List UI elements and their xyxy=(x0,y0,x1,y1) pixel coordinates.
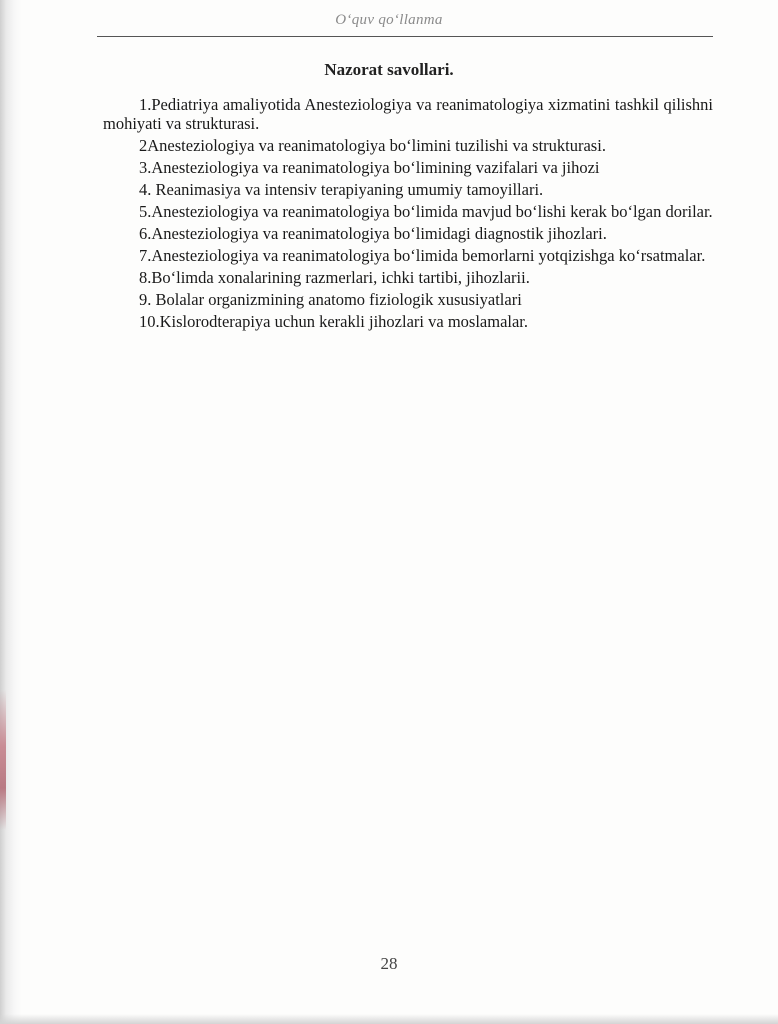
scan-edge-shadow xyxy=(0,0,22,1024)
question-list xyxy=(103,95,713,334)
scan-bottom-shadow xyxy=(0,1014,778,1024)
question-item: 7.Anesteziologiya va reanimatologiya bo‘limida bemorlarni yotqizishga ko‘rsatmalar. xyxy=(139,246,706,265)
question-item: 9. Bolalar organizmining anatomo fiziologik xususiyatlari xyxy=(139,290,522,309)
question-item: 8.Bo‘limda xonalarining razmerlari, ichki tartibi, jihozlarii. xyxy=(139,268,530,287)
question-item: 1.Pediatriya amaliyotida Anesteziologiya va reanimatologiya xizmatini tashkil qilishni mohiyati va strukturasi. xyxy=(103,95,713,133)
running-header: O‘quv qo‘llanma xyxy=(335,12,443,28)
question-item: 3.Anesteziologiya va reanimatologiya bo‘limining vazifalari va jihozi xyxy=(139,158,600,177)
question-item: 6.Anesteziologiya va reanimatologiya bo‘limidagi diagnostik jihozlari. xyxy=(139,224,607,243)
header-rule xyxy=(97,36,713,37)
section-title: Nazorat savollari. xyxy=(324,60,454,79)
question-item: 4. Reanimasiya va intensiv terapiyaning umumiy tamoyillari. xyxy=(139,180,544,199)
page-number: 28 xyxy=(380,954,398,973)
question-item: 10.Kislorodterapiya uchun kerakli jihozlari va moslamalar. xyxy=(139,312,529,331)
question-item: 5.Anesteziologiya va reanimatologiya bo‘limida mavjud bo‘lishi kerak bo‘lgan dorilar. xyxy=(139,202,713,221)
question-item: 2Anesteziologiya va reanimatologiya bo‘limini tuzilishi va strukturasi. xyxy=(139,136,606,155)
scan-edge-mark xyxy=(0,690,6,830)
